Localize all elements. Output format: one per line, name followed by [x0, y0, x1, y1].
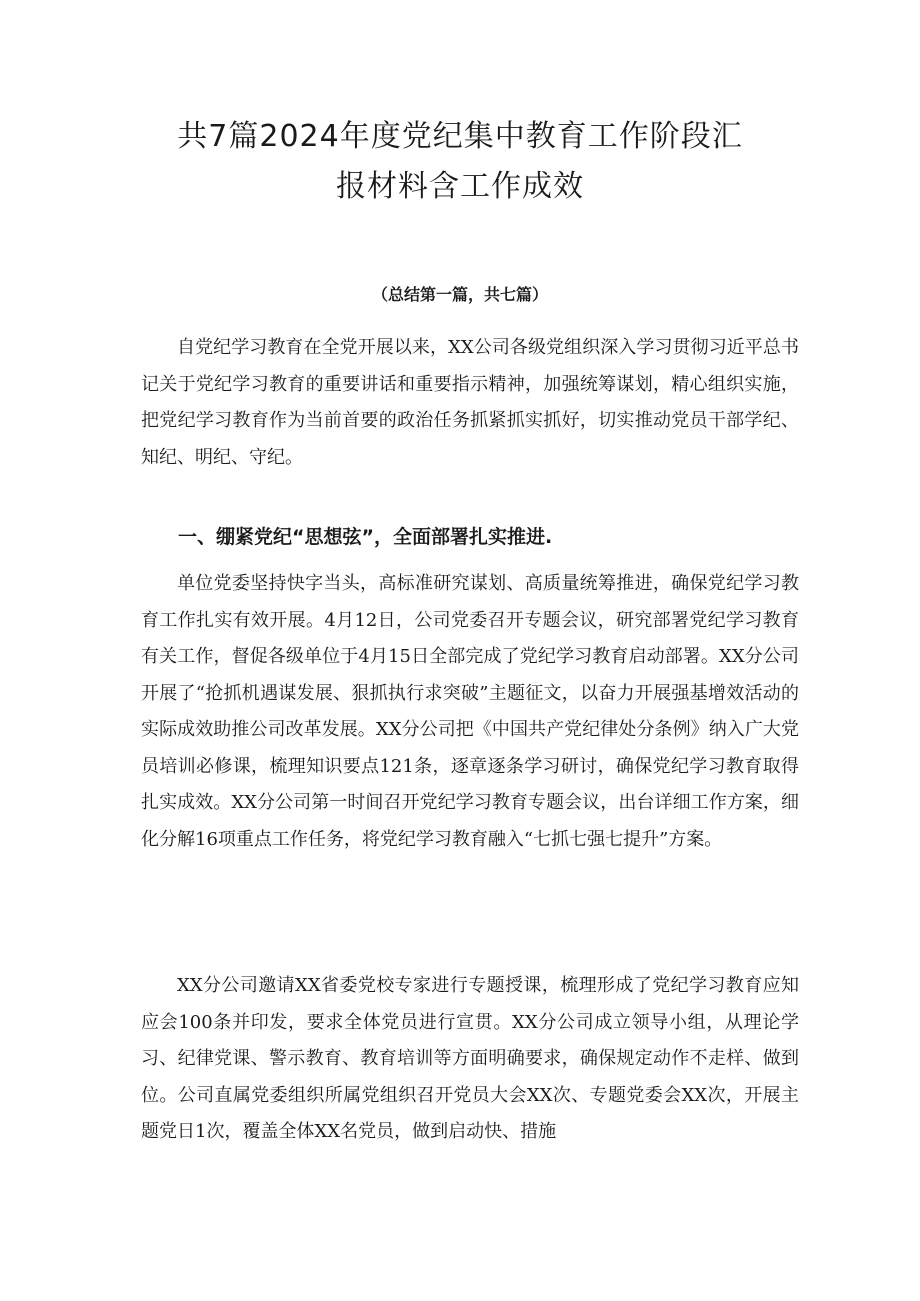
body-paragraph-3: XX分公司邀请XX省委党校专家进行专题授课，梳理形成了党纪学习教育应知应会100条并印发，要求全体党员进行宣贯。XX分公司成立领导小组，从理论学习、纪律党课、警示教育、教育培训等方面明确要求，确保规定动作不走样、做到位。公司直属党委组织所属党组织召开党员大会XX次、专题党委会XX次，开展主题党日1次，覆盖全体XX名党员，做到启动快、措施 — [141, 975, 799, 1142]
body-paragraph-2: 单位党委坚持快字当头，高标准研究谋划、高质量统筹推进，确保党纪学习教育工作扎实有效开展。4月12日，公司党委召开专题会议，研究部署党纪学习教育有关工作，督促各级单位于4月15日全部完成了党纪学习教育启动部署。XX分公司开展了“抢抓机遇谋发展、狠抓执行求突破”主题征文，以奋力开展强基增效活动的实际成效助推公司改革发展。XX分公司把《中国共产党纪律处分条例》纳入广大党员培训必修课，梳理知识要点121条，逐章逐条学习研讨，确保党纪学习教育取得扎实成效。XX分公司第一时间召开党纪学习教育专题会议，出台详细工作方案，细化分解16项重点工作任务，将党纪学习教育融入“七抓七强七提升”方案。 — [141, 573, 799, 850]
document-title — [150, 112, 770, 212]
section-heading-1: 一、绷紧党纪“思想弦”，全面部署扎实推进. — [178, 526, 553, 548]
document-subtitle: （总结第一篇，共七篇） — [371, 285, 548, 304]
document-title-line-1: 共7篇2024年度党纪集中教育工作阶段汇 — [177, 119, 743, 154]
body-paragraph-1: 自党纪学习教育在全党开展以来，XX公司各级党组织深入学习贯彻习近平总书记关于党纪学习教育的重要讲话和重要指示精神，加强统筹谋划，精心组织实施，把党纪学习教育作为当前首要的政治任务抓紧抓实抓好，切实推动党员干部学纪、知纪、明纪、守纪。 — [141, 337, 799, 468]
document-title-line-2: 报材料含工作成效 — [336, 169, 584, 204]
